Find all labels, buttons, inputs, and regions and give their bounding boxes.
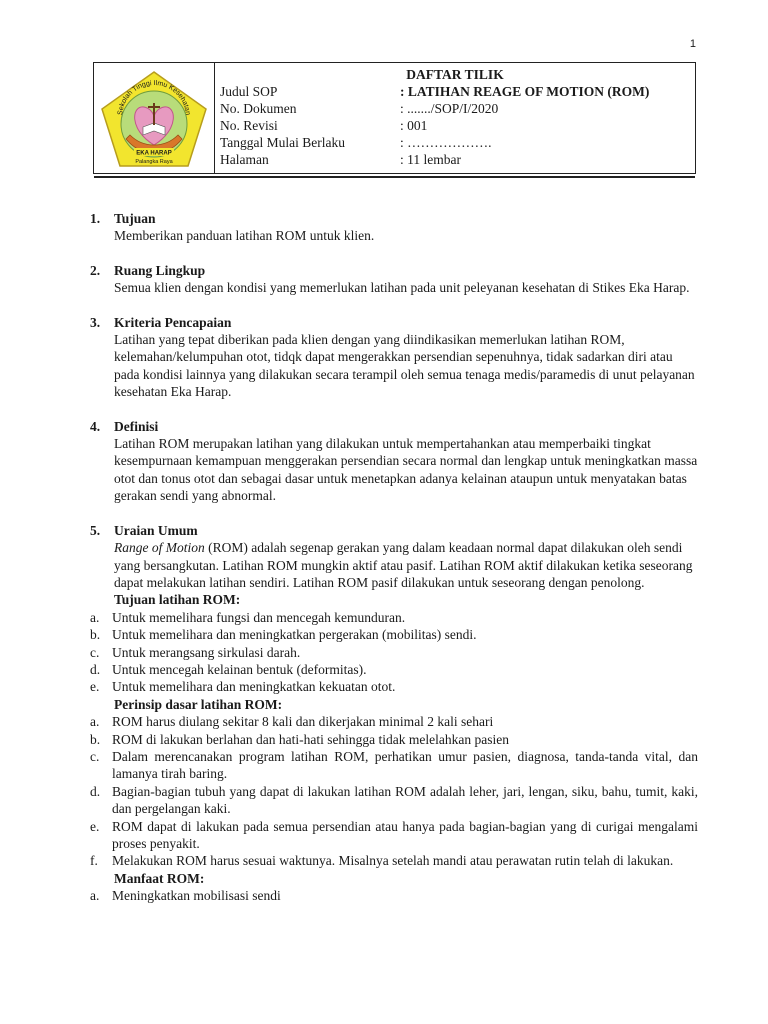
list-item-text: Untuk merangsang sirkulasi darah. [112,644,301,660]
list-item [90,887,698,904]
list-item [90,644,698,661]
list-item-text: Untuk memelihara dan meningkatkan kekuatan otot. [112,679,396,695]
section-text: Semua klien dengan kondisi yang memerlukan latihan pada unit peleyanan kesehatan di Stikes Eka Harap. [114,280,690,296]
list-item-label: a. [90,714,100,730]
list-item-label: b. [90,627,101,643]
logo-city: Palangka Raya [135,159,173,165]
header-label: No. Dokumen [220,101,297,116]
list-item-text: ROM di lakukan berlahan dan hati-hati sehingga tidak melelahkan pasien [112,731,510,747]
header-value: : ......./SOP/I/2020 [400,101,499,116]
list-item-label: e. [90,818,100,834]
header-value: : LATIHAN REAGE OF MOTION (ROM) [400,84,650,99]
list-item-label: a. [90,609,100,625]
list-item-label: e. [90,679,100,695]
section-title: Definisi [114,418,159,434]
section-title: Kriteria Pencapaian [114,314,232,330]
section-text: Latihan yang tepat diberikan pada klien dengan yang diindikasikan memerlukan latihan ROM, kelemahan/kelumpuhan otot, tidqk dapat mengerakkan persendian sepenuhnya, tidak sadarkan diri atau pada kondisi lainnya yang dilakukan secara terampil oleh semua tenaga medis/paramedis di unut pelayanan kesehatan Eka Harap. [114,332,695,400]
list-item [90,713,698,730]
institution-logo [98,69,210,169]
prinsip-list [90,713,698,870]
list-item-label: c. [90,644,100,660]
list-item-text: ROM harus diulang sekitar 8 kali dan dikerjakan minimal 2 kali sehari [112,714,494,730]
section-number: 1. [90,211,101,226]
document-title: DAFTAR TILIK [406,67,504,82]
section-text [90,539,698,591]
logo-cell [94,63,215,173]
header-value: : 11 lembar [400,152,461,167]
logo-arc-text: Sekolah Tinggi Ilmu Kesehatan [117,79,191,116]
list-item-text: Untuk memelihara dan meningkatkan pergerakan (mobilitas) sendi. [112,627,477,643]
list-item [90,609,698,626]
section-title: Ruang Lingkup [114,262,206,278]
list-item [90,661,698,678]
manfaat-list [90,887,698,904]
subheading-tujuan-rom: Tujuan latihan ROM: [114,592,241,608]
list-item-text: Meningkatkan mobilisasi sendi [112,888,281,904]
list-item [90,731,698,748]
section-number: 5. [90,522,101,538]
tujuan-list [90,609,698,696]
list-item [90,783,698,818]
list-item-text: Melakukan ROM harus sesuai waktunya. Misalnya setelah mandi atau perawatan rutin telah di lakukan. [112,853,674,869]
section-uraian-umum [90,522,698,905]
list-item-label: d. [90,783,101,799]
section-text: Latihan ROM merupakan latihan yang dilakukan untuk mempertahankan atau memperbaiki tingkat kesempurnaan kemampuan menggerakan persendian secara normal dan lengkap untuk meningkatkan massa otot dan tonus otot dan sebagai dasar untuk menetapkan adanya kelainan ataupun untuk menyatakan batas gerakan sendi yang abnormal. [114,436,698,504]
list-item [90,852,698,869]
section-text: Memberikan panduan latihan ROM untuk klien. [114,228,375,244]
section-number: 3. [90,314,101,330]
list-item-label: a. [90,888,100,904]
list-item [90,626,698,643]
list-item-text: Bagian-bagian tubuh yang dapat di lakukan latihan ROM adalah leher, jari, lengan, siku, bahu, tumit, kaki, dan pergelangan kaki. [112,783,698,817]
term-range-of-motion: Range of Motion [114,540,205,556]
header-value: : ………………. [400,135,492,150]
page-number: 1 [689,38,696,50]
header-label: Tanggal Mulai Berlaku [220,135,346,150]
header-value: : 001 [400,118,428,133]
list-item [90,678,698,695]
section-number: 4. [90,418,101,434]
list-item-text: ROM dapat di lakukan pada semua persendian atau hanya pada bagian-bagian yang di curigai mengalami proses penyakit. [112,818,698,851]
list-item [90,818,698,853]
section-kriteria-pencapaian [90,314,698,401]
list-item-label: c. [90,748,100,764]
section-number: 2. [90,262,101,278]
list-item [90,748,698,783]
header-double-rule [94,176,695,178]
logo-name: EKA HARAP [136,150,172,157]
list-item-label: b. [90,731,101,747]
list-item-text: Dalam merencanakan program latihan ROM, perhatikan umur pasien, diagnosa, tanda-tanda vital, dan lamanya tirah baring. [112,748,698,782]
list-item-label: d. [90,661,101,677]
intro-text: (ROM) adalah segenap gerakan yang dalam keadaan normal dapat dilakukan oleh sendi yang bersangkutan. Latihan ROM mungkin aktif atau pasif. Latihan ROM aktif dilakukan ketika seseorang dapat melakukan latihan sendiri. Latihan ROM pasif dilakukan untuk seseorang dengan penolong. [114,540,693,590]
header-label: Judul SOP [220,84,278,99]
section-ruang-lingkup [90,262,698,297]
list-item-label: f. [90,853,98,869]
header-label: No. Revisi [220,118,278,133]
document-header-table [93,62,696,174]
subheading-manfaat-rom: Manfaat ROM: [114,870,205,886]
header-label: Halaman [220,152,269,167]
section-tujuan [90,210,698,245]
subheading-prinsip-rom: Perinsip dasar latihan ROM: [114,696,283,712]
document-body [90,210,698,922]
list-item-text: Untuk mencegah kelainan bentuk (deformitas). [112,661,367,677]
section-definisi [90,418,698,505]
list-item-text: Untuk memelihara fungsi dan mencegah kemunduran. [112,609,406,625]
section-title: Tujuan [114,211,156,226]
section-title: Uraian Umum [114,522,198,538]
